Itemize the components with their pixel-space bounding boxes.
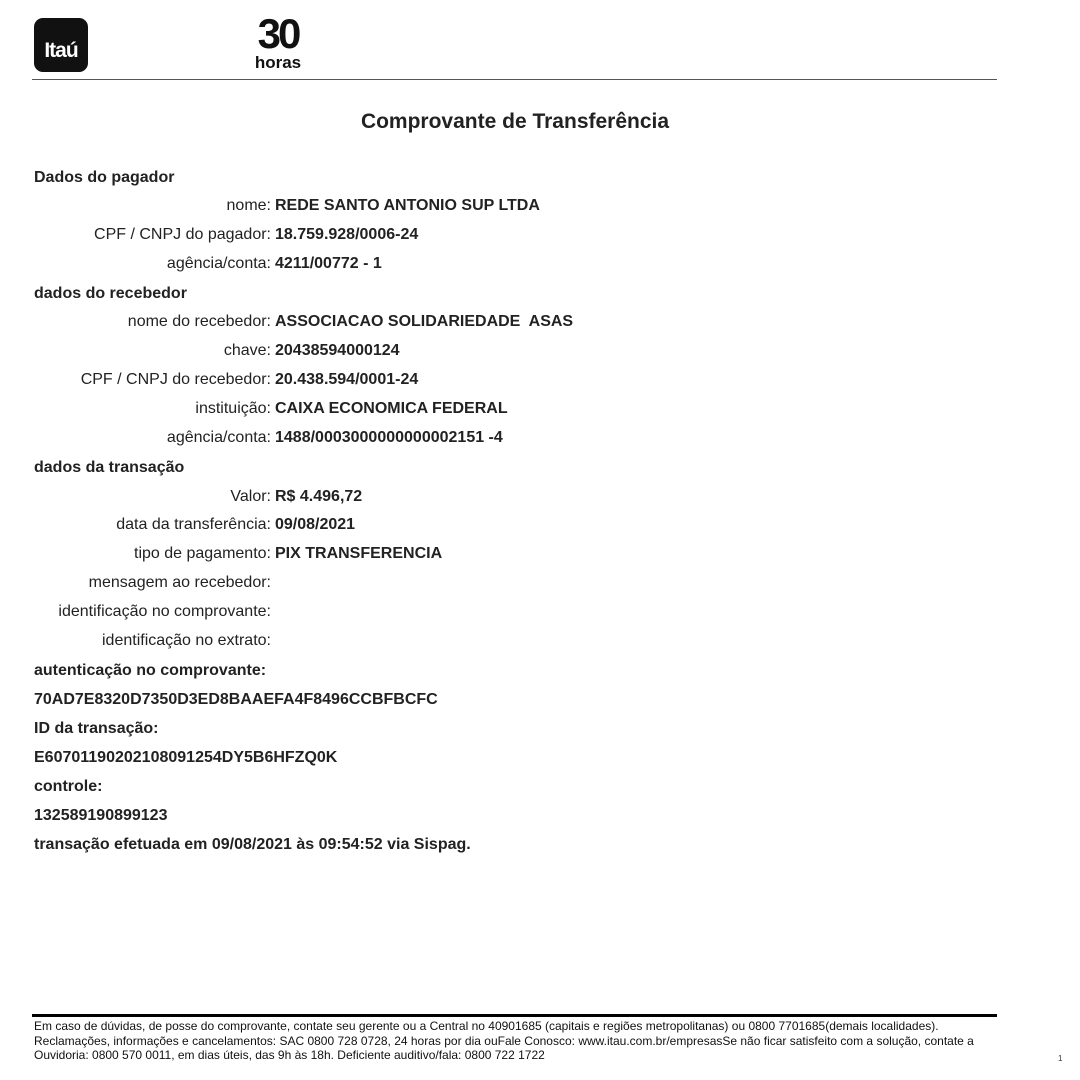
field-value: 09/08/2021 bbox=[275, 516, 356, 533]
autenticacao-value: 70AD7E8320D7350D3ED8BAAEFA4F8496CCBFBCFC bbox=[34, 691, 438, 708]
field-row-recebedor-chave bbox=[0, 341, 800, 361]
footer-divider bbox=[32, 1014, 997, 1017]
id-transacao-label: ID da transação: bbox=[34, 720, 159, 737]
logo-30-word: horas bbox=[254, 53, 302, 72]
field-value: 20.438.594/0001-24 bbox=[275, 371, 419, 388]
field-label: CPF / CNPJ do recebedor: bbox=[80, 371, 271, 388]
field-label: identificação no extrato: bbox=[102, 632, 271, 649]
page-number: 1 bbox=[1058, 1054, 1063, 1063]
field-row-pagador-conta bbox=[0, 254, 800, 274]
field-value: 4211/00772 - 1 bbox=[275, 255, 382, 272]
field-label: tipo de pagamento: bbox=[134, 545, 271, 562]
transacao-efetuada-text: transação efetuada em 09/08/2021 às 09:54:52 via Sispag. bbox=[34, 836, 471, 853]
field-label: agência/conta: bbox=[166, 255, 271, 272]
itau-logo bbox=[34, 18, 88, 72]
footer-disclaimer: Em caso de dúvidas, de posse do comprovante, contate seu gerente ou a Central no 40901685 (capitais e regiões metropolitanas) ou 0800 7701685(demais localidades). Reclamações, informações e cancelamentos: SAC 0800 728 0728, 24 horas por dia ouFale Conosco: www.itau.com.br/empresasSe não ficar satisfeito com a solução, contate a Ouvidoria: 0800 570 0011, em dias úteis, das 9h às 18h. Deficiente auditivo/fala: 0800 722 1722 bbox=[34, 1019, 974, 1062]
field-row-mensagem bbox=[0, 573, 800, 593]
section-heading-recebedor: dados do recebedor bbox=[34, 285, 187, 302]
autenticacao-label: autenticação no comprovante: bbox=[34, 662, 267, 679]
field-row-recebedor-nome bbox=[0, 312, 800, 332]
field-row-data bbox=[0, 515, 800, 535]
field-row-pagador-nome bbox=[0, 196, 800, 216]
field-label: Valor: bbox=[230, 488, 271, 505]
field-row-recebedor-instituicao bbox=[0, 399, 800, 419]
field-label: identificação no comprovante: bbox=[58, 603, 271, 620]
field-value: R$ 4.496,72 bbox=[275, 488, 363, 505]
field-label: chave: bbox=[223, 342, 271, 359]
field-value: 1488/0003000000000002151 -4 bbox=[275, 429, 503, 446]
30-horas-logo bbox=[248, 10, 308, 72]
field-value: CAIXA ECONOMICA FEDERAL bbox=[275, 400, 508, 417]
field-row-valor bbox=[0, 487, 800, 507]
section-heading-transacao: dados da transação bbox=[34, 459, 185, 476]
field-label: CPF / CNPJ do pagador: bbox=[94, 226, 271, 243]
field-label: instituição: bbox=[195, 400, 271, 417]
logo-30-number: 30 bbox=[257, 10, 299, 57]
page-title: Comprovante de Transferência bbox=[360, 110, 670, 133]
field-value: 18.759.928/0006-24 bbox=[275, 226, 419, 243]
controle-value: 132589190899123 bbox=[34, 807, 168, 824]
field-label: agência/conta: bbox=[166, 429, 271, 446]
header-divider bbox=[32, 79, 997, 80]
field-row-tipo bbox=[0, 544, 800, 564]
field-row-recebedor-conta bbox=[0, 428, 800, 448]
field-value: PIX TRANSFERENCIA bbox=[275, 545, 443, 562]
itau-logo-text: Itaú bbox=[44, 39, 78, 62]
field-label: nome do recebedor: bbox=[127, 313, 271, 330]
section-heading-pagador: Dados do pagador bbox=[34, 169, 175, 186]
field-label: nome: bbox=[226, 197, 271, 214]
field-row-identificacao-comprovante bbox=[0, 602, 800, 622]
field-value: ASSOCIACAO SOLIDARIEDADE ASAS bbox=[275, 313, 574, 330]
field-row-identificacao-extrato bbox=[0, 631, 800, 651]
field-row-pagador-cnpj bbox=[0, 225, 800, 245]
field-value: 20438594000124 bbox=[275, 342, 400, 359]
field-label: data da transferência: bbox=[116, 516, 271, 533]
id-transacao-value: E60701190202108091254DY5B6HFZQ0K bbox=[34, 749, 338, 766]
field-value: REDE SANTO ANTONIO SUP LTDA bbox=[275, 197, 540, 214]
field-row-recebedor-cnpj bbox=[0, 370, 800, 390]
controle-label: controle: bbox=[34, 778, 103, 795]
field-label: mensagem ao recebedor: bbox=[88, 574, 271, 591]
